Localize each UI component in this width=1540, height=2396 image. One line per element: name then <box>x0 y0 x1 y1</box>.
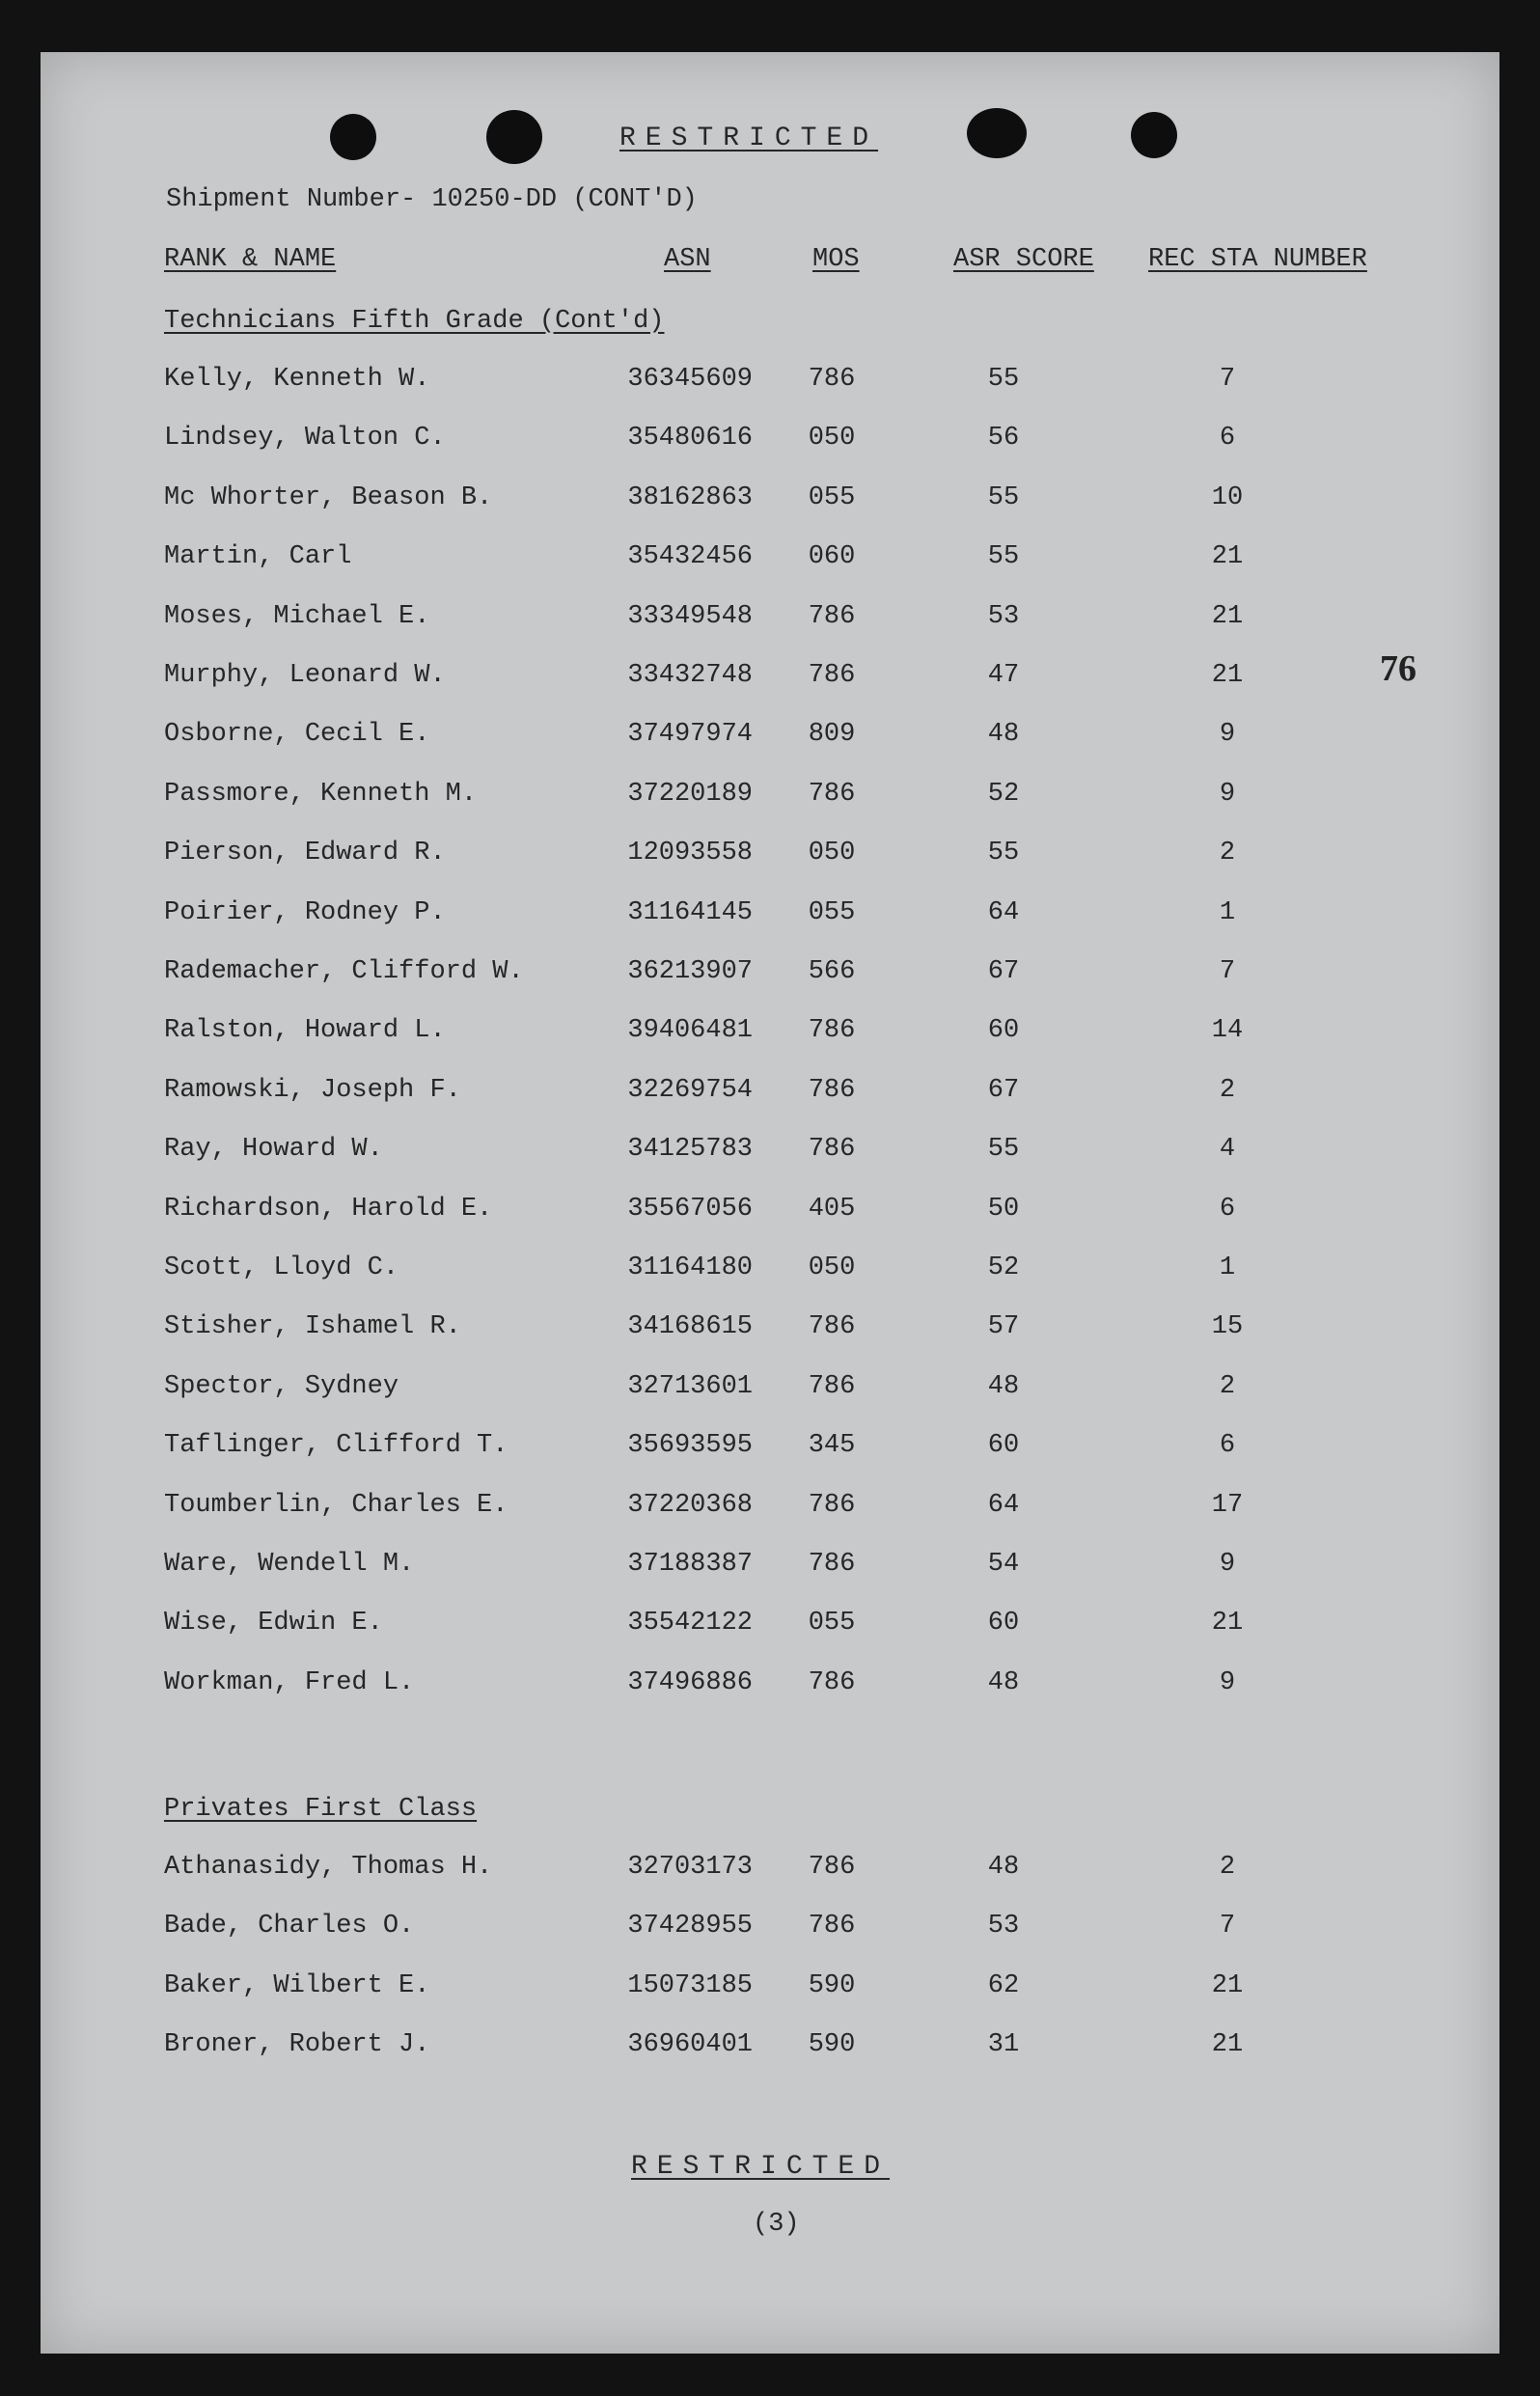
cell-asn: 33349548 <box>627 601 753 631</box>
punch-hole <box>330 114 376 160</box>
cell-name: Poirier, Rodney P. <box>164 897 446 927</box>
cell-asr-score: 48 <box>987 1667 1020 1697</box>
cell-mos: 786 <box>808 1075 856 1105</box>
table-row <box>41 1914 1499 1952</box>
cell-mos: 786 <box>808 1853 856 1882</box>
cell-asn: 31164180 <box>627 1253 753 1282</box>
cell-name: Rademacher, Clifford W. <box>164 957 524 986</box>
cell-rec-sta-number: 21 <box>1211 2030 1244 2060</box>
cell-name: Spector, Sydney <box>164 1371 399 1401</box>
cell-mos: 786 <box>808 1667 856 1697</box>
cell-rec-sta-number: 1 <box>1219 1253 1236 1282</box>
cell-mos: 809 <box>808 720 856 750</box>
cell-asr-score: 57 <box>987 1312 1020 1342</box>
cell-rec-sta-number: 21 <box>1211 1970 1244 2000</box>
cell-mos: 786 <box>808 1312 856 1342</box>
cell-name: Kelly, Kenneth W. <box>164 365 430 394</box>
table-row <box>41 1490 1499 1531</box>
table-row <box>41 1611 1499 1649</box>
cell-asn: 35567056 <box>627 1194 753 1224</box>
cell-rec-sta-number: 2 <box>1219 1075 1236 1105</box>
cell-mos: 060 <box>808 542 856 572</box>
cell-mos: 055 <box>808 482 856 512</box>
cell-name: Martin, Carl <box>164 542 352 572</box>
cell-asn: 34168615 <box>627 1312 753 1342</box>
cell-name: Ware, Wendell M. <box>164 1550 415 1579</box>
table-row <box>41 1194 1499 1235</box>
header-classification: RESTRICTED <box>619 124 879 153</box>
cell-rec-sta-number: 21 <box>1211 601 1244 631</box>
page-number: (3) <box>753 2210 800 2239</box>
cell-mos: 590 <box>808 1970 856 2000</box>
column-header-rec: REC STA NUMBER <box>1148 245 1367 274</box>
cell-asn: 34125783 <box>627 1135 753 1165</box>
cell-asn: 39406481 <box>627 1016 753 1046</box>
cell-asr-score: 60 <box>987 1609 1020 1639</box>
cell-name: Ray, Howard W. <box>164 1135 383 1165</box>
cell-asr-score: 48 <box>987 720 1020 750</box>
cell-rec-sta-number: 9 <box>1219 779 1236 809</box>
cell-mos: 055 <box>808 897 856 927</box>
cell-asr-score: 56 <box>987 424 1020 454</box>
table-row <box>41 544 1499 583</box>
cell-mos: 405 <box>808 1194 856 1224</box>
cell-asn: 36345609 <box>627 365 753 394</box>
cell-name: Lindsey, Walton C. <box>164 424 446 454</box>
cell-rec-sta-number: 7 <box>1219 365 1236 394</box>
cell-asr-score: 67 <box>987 957 1020 986</box>
cell-asr-score: 52 <box>987 779 1020 809</box>
cell-asr-score: 62 <box>987 1970 1020 2000</box>
cell-name: Wise, Edwin E. <box>164 1609 383 1639</box>
cell-mos: 055 <box>808 1609 856 1639</box>
document-page <box>41 52 1499 2354</box>
cell-mos: 345 <box>808 1431 856 1461</box>
table-row <box>41 1075 1499 1116</box>
cell-asr-score: 55 <box>987 365 1020 394</box>
cell-asn: 36960401 <box>627 2030 753 2060</box>
cell-rec-sta-number: 2 <box>1219 839 1236 868</box>
cell-asn: 37220368 <box>627 1490 753 1520</box>
cell-mos: 786 <box>808 365 856 394</box>
table-row <box>41 722 1499 760</box>
cell-mos: 590 <box>808 2030 856 2060</box>
cell-name: Ralston, Howard L. <box>164 1016 446 1046</box>
margin-number: 76 <box>1380 648 1416 689</box>
cell-name: Mc Whorter, Beason B. <box>164 482 493 512</box>
cell-asn: 37188387 <box>627 1550 753 1579</box>
cell-mos: 786 <box>808 1135 856 1165</box>
cell-mos: 786 <box>808 1371 856 1401</box>
cell-mos: 050 <box>808 839 856 868</box>
cell-asn: 31164145 <box>627 897 753 927</box>
cell-rec-sta-number: 7 <box>1219 957 1236 986</box>
cell-name: Osborne, Cecil E. <box>164 720 430 750</box>
table-row <box>41 1552 1499 1590</box>
cell-name: Taflinger, Clifford T. <box>164 1431 509 1461</box>
punch-hole <box>486 110 542 164</box>
punch-hole <box>967 108 1027 158</box>
table-row <box>41 663 1499 702</box>
column-header-asr: ASR SCORE <box>953 245 1094 274</box>
section-title: Privates First Class <box>164 1795 478 1824</box>
cell-mos: 786 <box>808 779 856 809</box>
table-row <box>41 959 1499 998</box>
cell-rec-sta-number: 9 <box>1219 720 1236 750</box>
cell-rec-sta-number: 1 <box>1219 897 1236 927</box>
cell-asr-score: 47 <box>987 661 1020 690</box>
cell-rec-sta-number: 21 <box>1211 661 1244 690</box>
cell-asr-score: 55 <box>987 839 1020 868</box>
cell-asn: 32269754 <box>627 1075 753 1105</box>
table-row <box>41 1255 1499 1294</box>
cell-name: Workman, Fred L. <box>164 1667 415 1697</box>
cell-asr-score: 67 <box>987 1075 1020 1105</box>
cell-name: Baker, Wilbert E. <box>164 1970 430 2000</box>
cell-mos: 786 <box>808 601 856 631</box>
cell-asr-score: 60 <box>987 1431 1020 1461</box>
cell-asr-score: 48 <box>987 1853 1020 1882</box>
cell-asn: 36213907 <box>627 957 753 986</box>
cell-asr-score: 52 <box>987 1253 1020 1282</box>
table-row <box>41 367 1499 405</box>
cell-mos: 786 <box>808 1490 856 1520</box>
cell-asn: 35693595 <box>627 1431 753 1461</box>
cell-mos: 786 <box>808 661 856 690</box>
cell-name: Bade, Charles O. <box>164 1912 415 1942</box>
punch-hole <box>1131 112 1177 158</box>
cell-asr-score: 64 <box>987 897 1020 927</box>
cell-name: Richardson, Harold E. <box>164 1194 493 1224</box>
cell-asr-score: 31 <box>987 2030 1020 2060</box>
cell-rec-sta-number: 21 <box>1211 1609 1244 1639</box>
table-row <box>41 779 1499 820</box>
cell-mos: 786 <box>808 1912 856 1942</box>
column-header-mos: MOS <box>812 245 860 274</box>
cell-asn: 12093558 <box>627 839 753 868</box>
cell-asr-score: 60 <box>987 1016 1020 1046</box>
cell-name: Moses, Michael E. <box>164 601 430 631</box>
cell-rec-sta-number: 6 <box>1219 1431 1236 1461</box>
table-row <box>41 1314 1499 1353</box>
cell-asn: 15073185 <box>627 1970 753 2000</box>
table-row <box>41 1018 1499 1057</box>
footer-classification: RESTRICTED <box>631 2152 891 2182</box>
cell-name: Athanasidy, Thomas H. <box>164 1853 493 1882</box>
cell-rec-sta-number: 17 <box>1211 1490 1244 1520</box>
table-row <box>41 840 1499 879</box>
cell-rec-sta-number: 6 <box>1219 424 1236 454</box>
cell-name: Pierson, Edward R. <box>164 839 446 868</box>
cell-asn: 37220189 <box>627 779 753 809</box>
cell-name: Toumberlin, Charles E. <box>164 1490 509 1520</box>
cell-asr-score: 55 <box>987 1135 1020 1165</box>
cell-name: Scott, Lloyd C. <box>164 1253 399 1282</box>
column-header-asn: ASN <box>664 245 711 274</box>
table-row <box>41 482 1499 524</box>
cell-mos: 050 <box>808 424 856 454</box>
cell-rec-sta-number: 9 <box>1219 1550 1236 1579</box>
cell-asn: 32713601 <box>627 1371 753 1401</box>
cell-asr-score: 55 <box>987 482 1020 512</box>
cell-name: Ramowski, Joseph F. <box>164 1075 461 1105</box>
cell-asn: 37428955 <box>627 1912 753 1942</box>
shipment-number: Shipment Number- 10250-DD (CONT'D) <box>166 185 698 214</box>
cell-rec-sta-number: 7 <box>1219 1912 1236 1942</box>
cell-rec-sta-number: 6 <box>1219 1194 1236 1224</box>
cell-asn: 37496886 <box>627 1667 753 1697</box>
table-row <box>41 1433 1499 1472</box>
cell-asn: 35542122 <box>627 1609 753 1639</box>
cell-name: Broner, Robert J. <box>164 2030 430 2060</box>
cell-rec-sta-number: 9 <box>1219 1667 1236 1697</box>
cell-asn: 35432456 <box>627 542 753 572</box>
cell-asr-score: 55 <box>987 542 1020 572</box>
cell-asn: 32703173 <box>627 1853 753 1882</box>
cell-name: Stisher, Ishamel R. <box>164 1312 461 1342</box>
table-row <box>41 1970 1499 2012</box>
cell-asn: 33432748 <box>627 661 753 690</box>
cell-mos: 566 <box>808 957 856 986</box>
cell-asn: 38162863 <box>627 482 753 512</box>
cell-rec-sta-number: 2 <box>1219 1853 1236 1882</box>
cell-asn: 35480616 <box>627 424 753 454</box>
cell-rec-sta-number: 10 <box>1211 482 1244 512</box>
cell-asr-score: 50 <box>987 1194 1020 1224</box>
cell-asr-score: 53 <box>987 601 1020 631</box>
column-header-name: RANK & NAME <box>164 245 337 274</box>
table-row <box>41 1137 1499 1175</box>
table-row <box>41 1371 1499 1413</box>
cell-rec-sta-number: 4 <box>1219 1135 1236 1165</box>
cell-asr-score: 54 <box>987 1550 1020 1579</box>
table-row <box>41 601 1499 643</box>
section-title: Technicians Fifth Grade (Cont'd) <box>164 307 665 336</box>
table-row <box>41 426 1499 464</box>
cell-name: Murphy, Leonard W. <box>164 661 446 690</box>
cell-rec-sta-number: 15 <box>1211 1312 1244 1342</box>
cell-mos: 050 <box>808 1253 856 1282</box>
cell-asr-score: 53 <box>987 1912 1020 1942</box>
cell-rec-sta-number: 2 <box>1219 1371 1236 1401</box>
cell-asr-score: 48 <box>987 1371 1020 1401</box>
table-row <box>41 897 1499 939</box>
cell-rec-sta-number: 14 <box>1211 1016 1244 1046</box>
cell-mos: 786 <box>808 1550 856 1579</box>
cell-asr-score: 64 <box>987 1490 1020 1520</box>
table-row <box>41 1855 1499 1893</box>
table-row <box>41 2032 1499 2071</box>
cell-asn: 37497974 <box>627 720 753 750</box>
cell-mos: 786 <box>808 1016 856 1046</box>
cell-rec-sta-number: 21 <box>1211 542 1244 572</box>
cell-name: Passmore, Kenneth M. <box>164 779 478 809</box>
table-row <box>41 1667 1499 1709</box>
